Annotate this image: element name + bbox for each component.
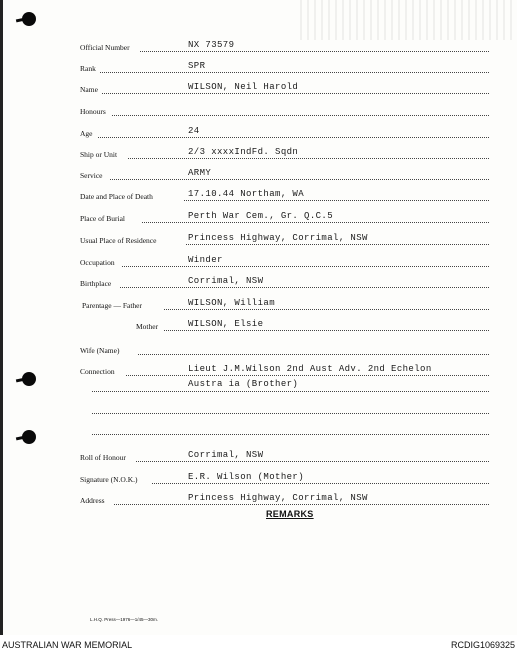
birthplace-label: Birthplace <box>80 279 112 288</box>
honours-label: Honours <box>80 107 106 116</box>
father-value: WILSON, William <box>188 298 276 308</box>
name-label: Name <box>80 85 98 94</box>
address-value: Princess Highway, Corrimal, NSW <box>188 493 368 503</box>
occupation-label: Occupation <box>80 258 115 267</box>
age-label: Age <box>80 129 93 138</box>
father-line <box>164 309 489 310</box>
blank-row-1 <box>80 378 489 392</box>
burial-label: Place of Burial <box>80 214 125 223</box>
official-number-label: Official Number <box>80 43 130 52</box>
occupation-line <box>122 266 489 267</box>
ship-or-unit-label: Ship or Unit <box>80 150 118 159</box>
roll-of-honour-row <box>80 448 489 462</box>
punch-hole-top <box>22 12 36 26</box>
wife-row <box>80 341 489 355</box>
wife-line <box>138 354 489 355</box>
blank-line <box>92 391 489 392</box>
service-label: Service <box>80 171 103 180</box>
footer <box>0 635 517 654</box>
residence-value: Princess Highway, Corrimal, NSW <box>188 233 368 243</box>
rank-row <box>80 59 489 73</box>
death-value: 17.10.44 Northam, WA <box>188 189 305 199</box>
address-line <box>114 504 489 505</box>
remarks-heading: REMARKS <box>266 509 314 519</box>
honours-line <box>112 115 489 116</box>
blank-line <box>92 413 489 414</box>
signature-label: Signature (N.O.K.) <box>80 475 138 484</box>
punch-hole-middle <box>22 372 36 386</box>
blank-row-2 <box>80 400 489 414</box>
ship-or-unit-value: 2/3 xxxxIndFd. Sqdn <box>188 147 299 157</box>
card-edge <box>0 0 3 635</box>
ship-or-unit-line <box>128 158 489 159</box>
age-value: 24 <box>188 126 200 136</box>
father-row <box>80 296 489 310</box>
residence-row <box>80 231 489 245</box>
death-row <box>80 187 489 201</box>
age-row <box>80 124 489 138</box>
residence-label: Usual Place of Residence <box>80 236 157 245</box>
residence-line <box>186 244 489 245</box>
blank-row-3 <box>80 421 489 435</box>
wife-label: Wife (Name) <box>80 346 120 355</box>
connection-row <box>80 362 489 376</box>
burial-value: Perth War Cem., Gr. Q.C.5 <box>188 211 334 221</box>
mother-value: WILSON, Elsie <box>188 319 264 329</box>
service-value: ARMY <box>188 168 212 178</box>
father-label: Parentage — Father <box>82 301 142 310</box>
burial-line <box>142 222 489 223</box>
death-line <box>184 200 489 201</box>
official-number-value: NX 73579 <box>188 40 235 50</box>
mother-line <box>164 330 489 331</box>
burial-row <box>80 209 489 223</box>
birthplace-row <box>80 274 489 288</box>
roll-of-honour-value: Corrimal, NSW <box>188 450 264 460</box>
print-code: L.H.Q. Press—1976—1/45—30m. <box>90 617 159 622</box>
address-label: Address <box>80 496 105 505</box>
age-line <box>98 137 489 138</box>
rank-label: Rank <box>80 64 96 73</box>
punch-hole-bottom <box>22 430 36 444</box>
birthplace-line <box>120 287 489 288</box>
occupation-row <box>80 253 489 267</box>
name-row <box>80 80 489 94</box>
address-row <box>80 491 489 505</box>
roll-of-honour-label: Roll of Honour <box>80 453 126 462</box>
official-number-row <box>80 38 489 52</box>
connection-label: Connection <box>80 367 115 376</box>
name-line <box>102 93 489 94</box>
honours-row <box>80 102 489 116</box>
mother-row <box>80 317 489 331</box>
mother-label: Mother <box>136 322 159 331</box>
connection-value: Lieut J.M.Wilson 2nd Aust Adv. 2nd Echelon <box>188 364 432 374</box>
signature-value: E.R. Wilson (Mother) <box>188 472 305 482</box>
occupation-value: Winder <box>188 255 223 265</box>
signature-row <box>80 470 489 484</box>
rank-line <box>100 72 489 73</box>
roll-of-honour-line <box>136 461 489 462</box>
connection-line <box>126 375 489 376</box>
footer-source: AUSTRALIAN WAR MEMORIAL <box>2 640 133 650</box>
connection-value-2: Austra ia (Brother) <box>188 379 299 389</box>
official-number-line <box>140 51 489 52</box>
signature-line <box>152 483 489 484</box>
paper-scuff <box>300 0 517 40</box>
rank-value: SPR <box>188 61 206 71</box>
service-line <box>110 179 489 180</box>
footer-record-id: RCDIG1069325 <box>450 640 515 650</box>
service-row <box>80 166 489 180</box>
death-label: Date and Place of Death <box>80 192 153 201</box>
name-value: WILSON, Neil Harold <box>188 82 299 92</box>
ship-or-unit-row <box>80 145 489 159</box>
blank-line <box>92 434 489 435</box>
birthplace-value: Corrimal, NSW <box>188 276 264 286</box>
